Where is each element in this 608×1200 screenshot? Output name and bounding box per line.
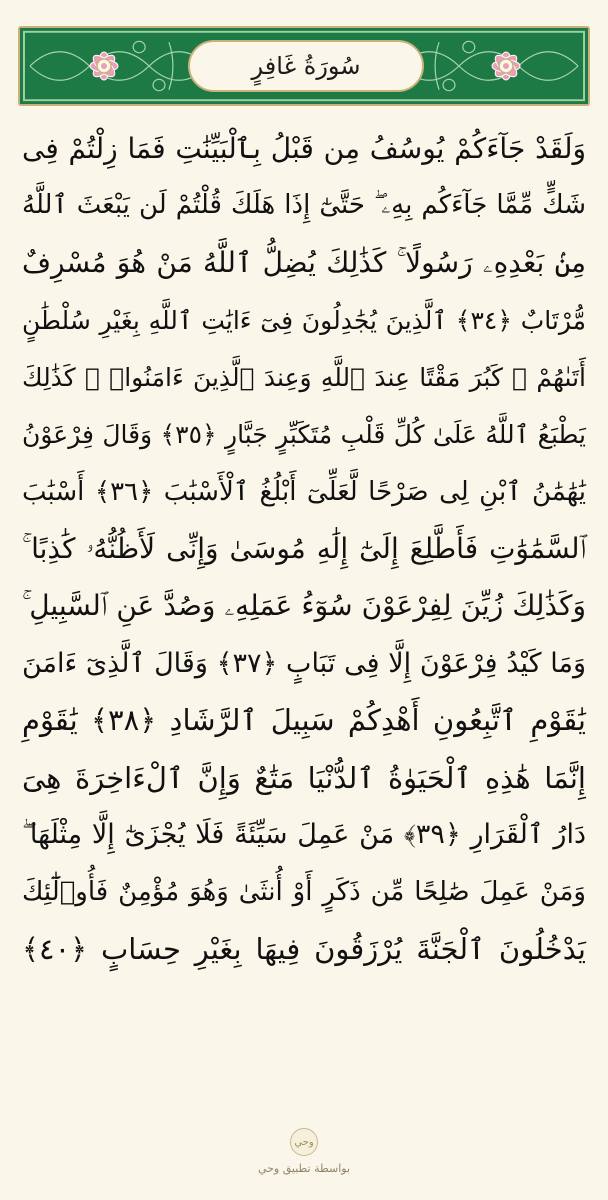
app-logo-icon: وحي (290, 1128, 318, 1156)
verse-line-15: يَدْخُلُونَ ٱلْجَنَّةَ يُرْزَقُونَ فِيهَا بِغَيْرِ حِسَابٍ ﴿٤٠﴾ (22, 932, 586, 967)
verse-line-4: مُّرْتَابٌ ﴿٣٤﴾ ٱلَّذِينَ يُجَٰدِلُونَ فِىٓ ءَايَٰتِ ٱللَّهِ بِغَيْرِ سُلْطَٰنٍ (22, 305, 587, 335)
verse-line-11: يَٰقَوْمِ ٱتَّبِعُونِ أَهْدِكُمْ سَبِيلَ ٱلرَّشَادِ ﴿٣٨﴾ يَٰقَوْمِ (22, 703, 587, 738)
verse-line-13: دَارُ ٱلْقَرَارِ ﴿٣٩﴾ مَنْ عَمِلَ سَيِّئَةً فَلَا يُجْزَىٰٓ إِلَّا مِثْلَهَا ۖ (22, 818, 586, 850)
rosette-right-icon (478, 38, 534, 94)
verse-line-12: إِنَّمَا هَٰذِهِ ٱلْحَيَوٰةُ ٱلدُّنْيَا مَتَٰعٌ وَإِنَّ ٱلْءَاخِرَةَ هِىَ (22, 760, 586, 795)
verse-line-2: شَكٍّ مِّمَّا جَآءَكُم بِهِۦ ۖ حَتَّىٰٓ إِذَا هَلَكَ قُلْتُمْ لَن يَبْعَثَ ٱللَّهُ (22, 190, 586, 221)
rosette-left-icon (76, 38, 132, 94)
verse-line-6: يَطْبَعُ ٱللَّهُ عَلَىٰ كُلِّ قَلْبِ مُتَكَبِّرٍ جَبَّارٍ ﴿٣٥﴾ وَقَالَ فِرْعَوْنُ (22, 420, 586, 450)
verse-line-5: أَتَىٰهُمْ ۖ كَبُرَ مَقْتًا عِندَ ٱللَّهِ وَعِندَ ٱلَّذِينَ ءَامَنُوا۟ ۚ كَذَٰلِكَ (22, 362, 586, 392)
verse-text-block (22, 120, 586, 978)
verse-line-1: وَلَقَدْ جَآءَكُمْ يُوسُفُ مِن قَبْلُ بِٱلْبَيِّنَٰتِ فَمَا زِلْتُمْ فِى (22, 132, 586, 166)
surah-title-cartouche (188, 40, 424, 92)
surah-title: سُورَةُ غَافِرٍ (251, 52, 361, 80)
surah-header-band (18, 26, 590, 106)
app-credit-text: بواسطة تطبيق وحي (257, 1162, 351, 1175)
verse-line-10: وَمَا كَيْدُ فِرْعَوْنَ إِلَّا فِى تَبَابٍ ﴿٣٧﴾ وَقَالَ ٱلَّذِىٓ ءَامَنَ (22, 647, 586, 679)
verse-line-3: مِنۢ بَعْدِهِۦ رَسُولًا ۚ كَذَٰلِكَ يُضِلُّ ٱللَّهُ مَنْ هُوَ مُسْرِفٌ (22, 245, 586, 279)
verse-line-7: يَٰهَٰمَٰنُ ٱبْنِ لِى صَرْحًا لَّعَلِّىٓ أَبْلُغُ ٱلْأَسْبَٰبَ ﴿٣٦﴾ أَسْبَٰبَ (22, 476, 586, 507)
verse-line-14: وَمَنْ عَمِلَ صَٰلِحًا مِّن ذَكَرٍ أَوْ أُنثَىٰ وَهُوَ مُؤْمِنٌ فَأُو۟لَٰٓئِكَ (22, 877, 586, 908)
app-footer (0, 1128, 608, 1175)
verse-line-8: ٱلسَّمَٰوَٰتِ فَأَطَّلِعَ إِلَىٰٓ إِلَٰهِ مُوسَىٰ وَإِنِّى لَأَظُنُّهُۥ كَٰذِبًا ۚ (22, 531, 586, 565)
verse-line-9: وَكَذَٰلِكَ زُيِّنَ لِفِرْعَوْنَ سُوٓءُ عَمَلِهِۦ وَصُدَّ عَنِ ٱلسَّبِيلِ ۚ (22, 589, 586, 623)
